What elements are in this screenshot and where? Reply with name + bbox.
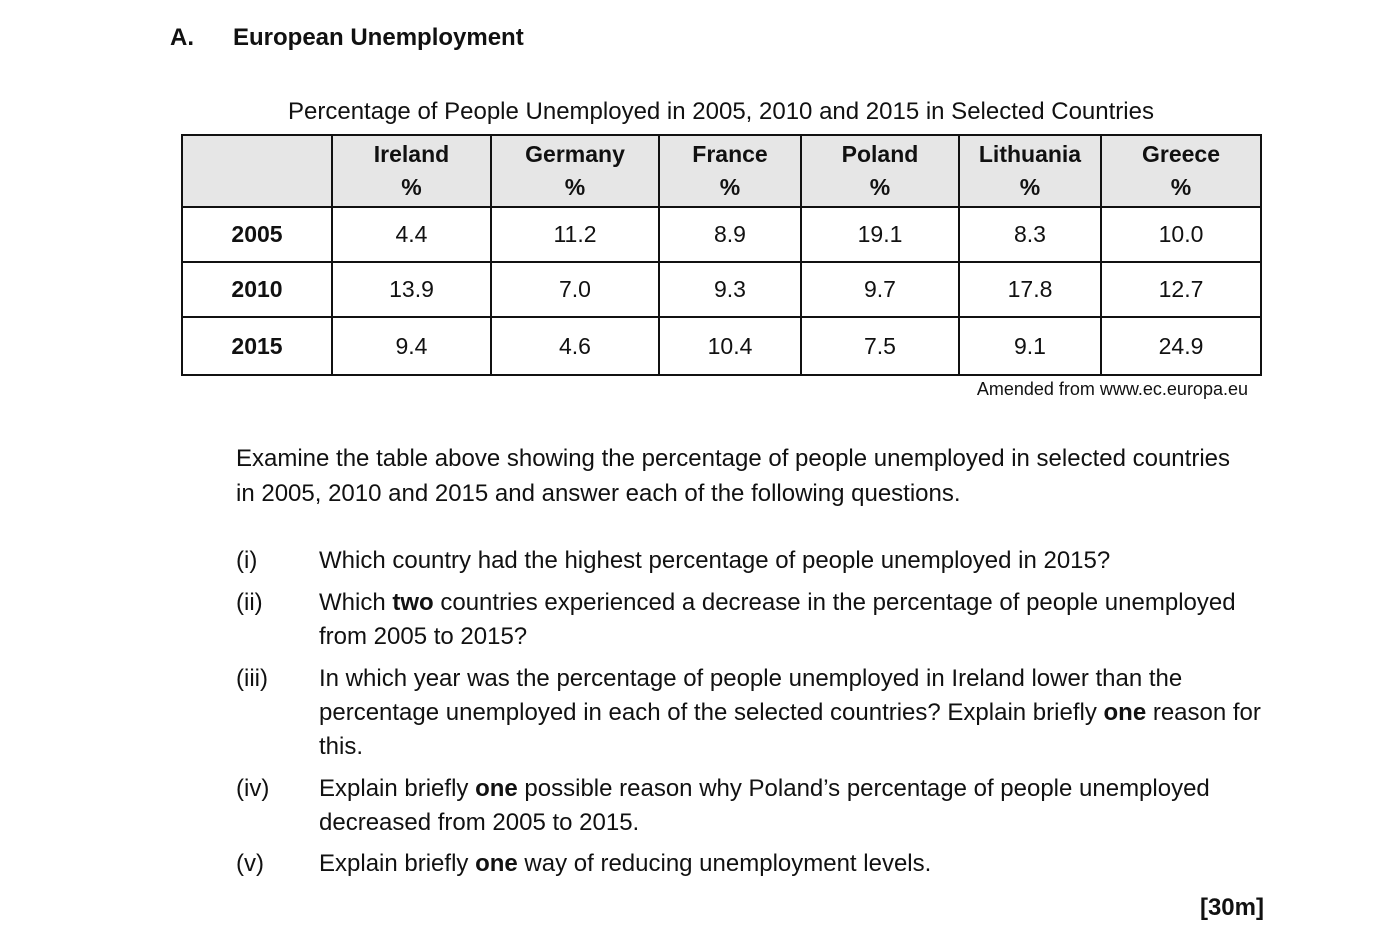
table-cell: 17.8 <box>959 262 1101 317</box>
table-cell: 19.1 <box>801 207 959 262</box>
col-header-france: France % <box>659 135 801 207</box>
table-cell: 9.4 <box>332 317 491 375</box>
table-cell: 7.0 <box>491 262 659 317</box>
col-header-lithuania: Lithuania % <box>959 135 1101 207</box>
table-cell: 10.0 <box>1101 207 1261 262</box>
instructions-text: Examine the table above showing the percentage of people unemployed in selected countries in 2005, 2010 and 2015 and answer each of the following questions. <box>236 445 1230 507</box>
question-text: Explain briefly one possible reason why Poland’s percentage of people unemployed decreased from 2005 to 2015. <box>319 775 1210 836</box>
row-year: 2010 <box>182 262 332 317</box>
table-cell: 8.3 <box>959 207 1101 262</box>
unemployment-table <box>181 134 1262 376</box>
table-header-row <box>182 135 1261 207</box>
table-cell: 10.4 <box>659 317 801 375</box>
question-text: Which two countries experienced a decrease in the percentage of people unemployed from 2005 to 2015? <box>319 589 1236 650</box>
question-text: In which year was the percentage of people unemployed in Ireland lower than the percentage unemployed in each of the selected countries? Explain briefly one reason for this. <box>319 665 1261 760</box>
table-row <box>182 262 1261 317</box>
question-number: (i) <box>236 547 258 574</box>
table-cell: 9.1 <box>959 317 1101 375</box>
table-cell: 12.7 <box>1101 262 1261 317</box>
question-text: Which country had the highest percentage of people unemployed in 2015? <box>319 547 1111 574</box>
col-header-germany: Germany % <box>491 135 659 207</box>
marks-label: [30m] <box>1199 894 1264 921</box>
table-row <box>182 317 1261 375</box>
source-note: Amended from www.ec.europa.eu <box>976 379 1248 399</box>
question-number: (iii) <box>236 665 268 692</box>
table-cell: 8.9 <box>659 207 801 262</box>
table-cell: 13.9 <box>332 262 491 317</box>
corner-cell <box>182 135 332 207</box>
table-cell: 9.7 <box>801 262 959 317</box>
col-header-greece: Greece % <box>1101 135 1261 207</box>
section-letter: A. <box>170 24 194 51</box>
col-header-poland: Poland % <box>801 135 959 207</box>
table-cell: 9.3 <box>659 262 801 317</box>
table-title: Percentage of People Unemployed in 2005, 2010 and 2015 in Selected Countries <box>288 98 1154 125</box>
col-header-ireland: Ireland % <box>332 135 491 207</box>
row-year: 2015 <box>182 317 332 375</box>
question-number: (v) <box>236 850 264 877</box>
table-cell: 4.6 <box>491 317 659 375</box>
section-heading <box>170 24 524 52</box>
question-number: (iv) <box>236 775 270 802</box>
table-cell: 24.9 <box>1101 317 1261 375</box>
row-year: 2005 <box>182 207 332 262</box>
table-cell: 11.2 <box>491 207 659 262</box>
section-title: European Unemployment <box>233 24 524 51</box>
question-number: (ii) <box>236 589 263 616</box>
table-cell: 7.5 <box>801 317 959 375</box>
table-cell: 4.4 <box>332 207 491 262</box>
question-text: Explain briefly one way of reducing unemployment levels. <box>319 850 932 877</box>
table-row <box>182 207 1261 262</box>
